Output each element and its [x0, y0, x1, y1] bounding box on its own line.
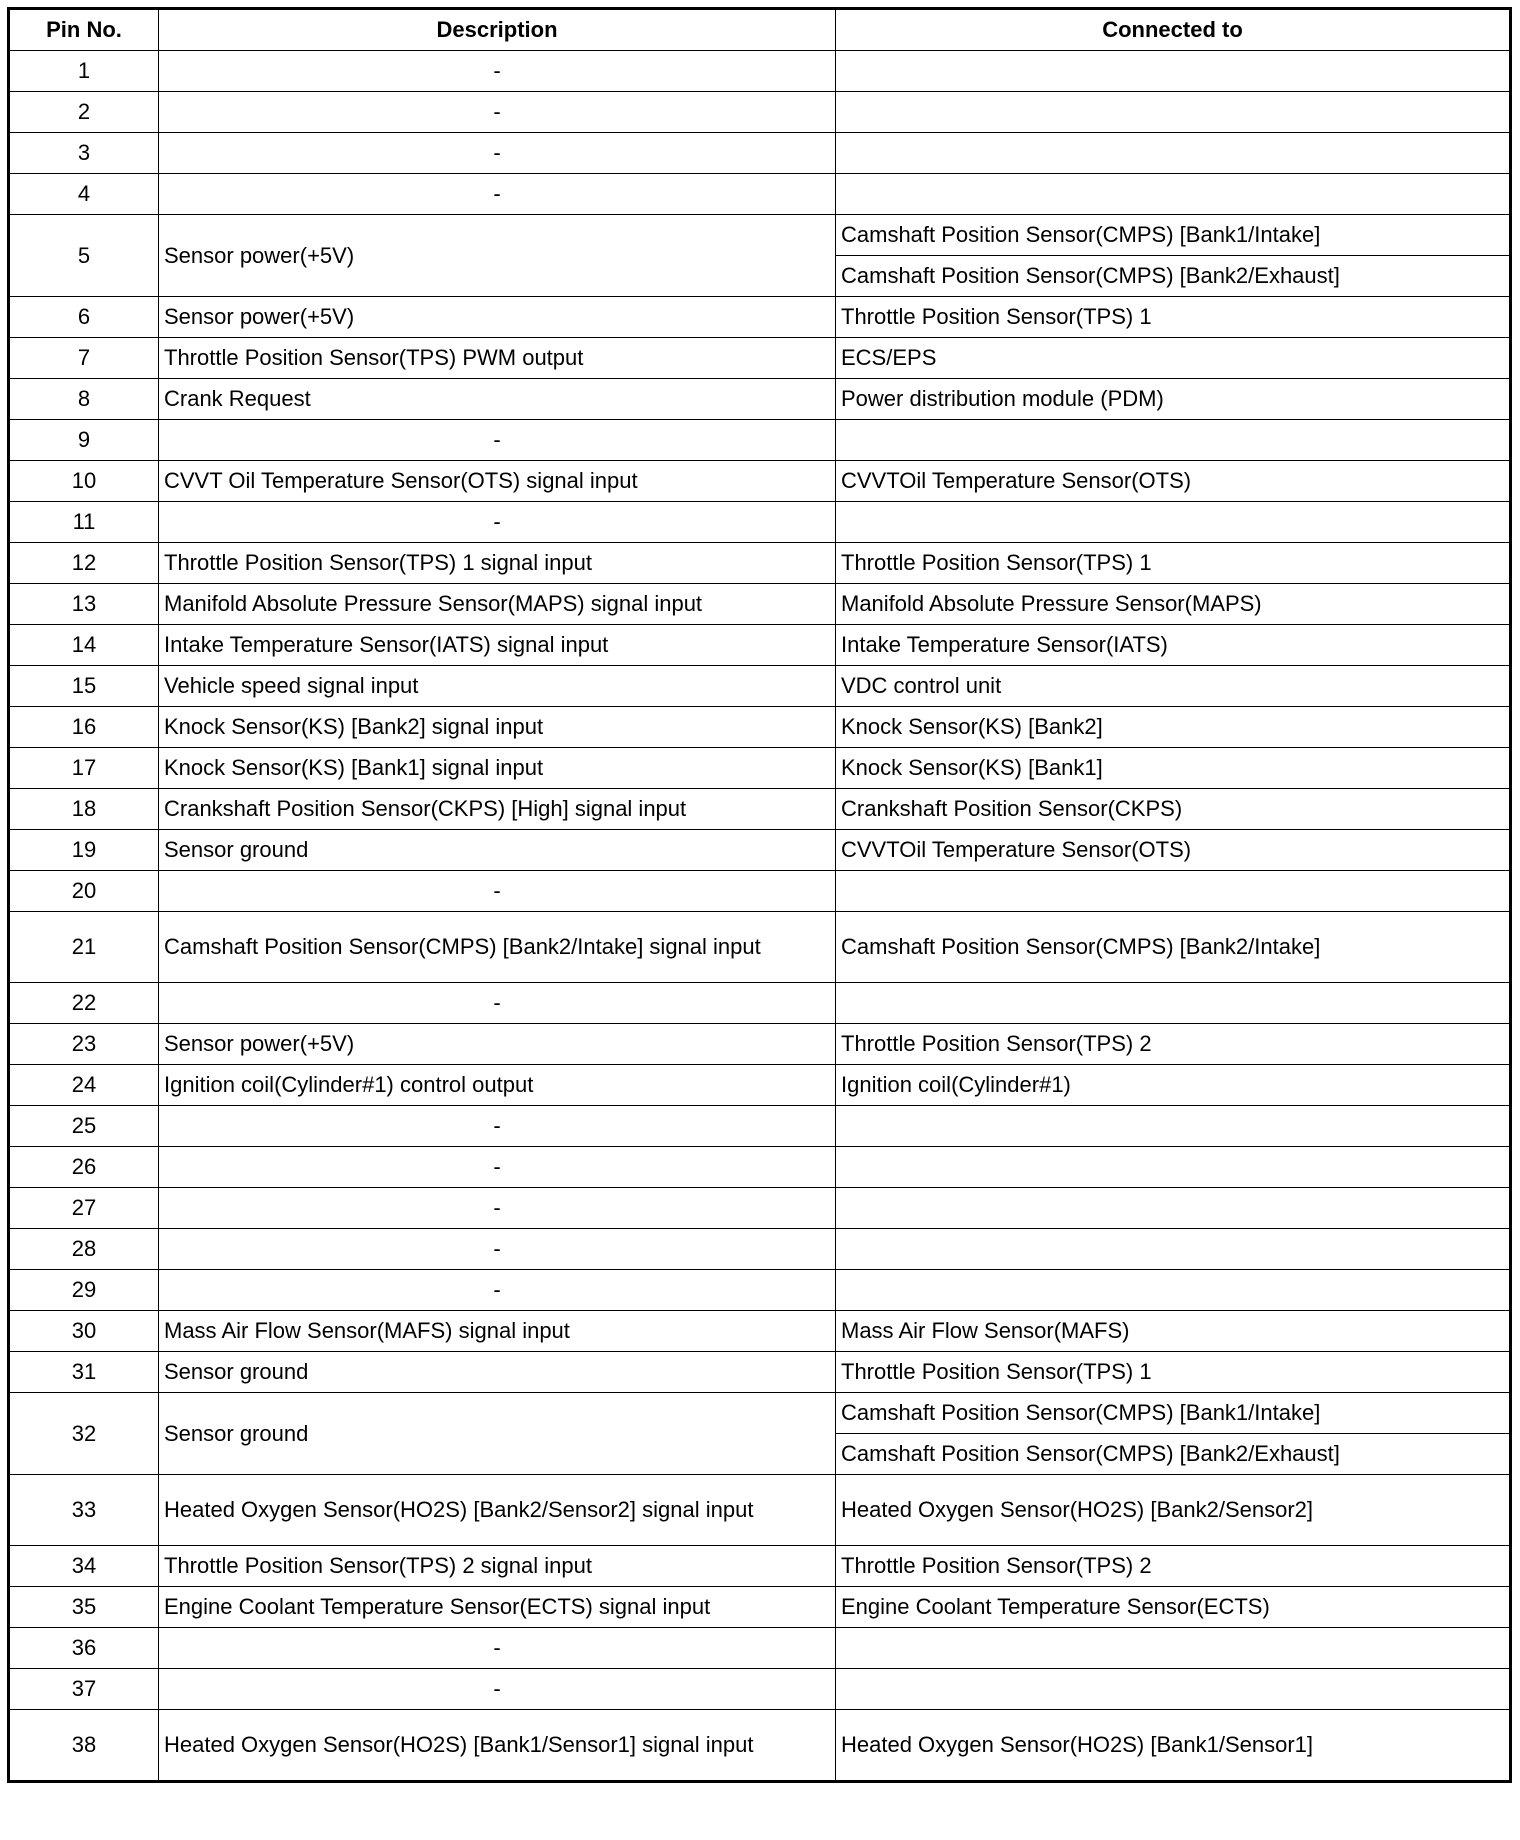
pin-cell: 18 — [9, 789, 159, 830]
table-row — [9, 1065, 1511, 1106]
description-cell: - — [159, 1106, 836, 1147]
connected-cell: Knock Sensor(KS) [Bank2] — [836, 707, 1511, 748]
description-cell: Knock Sensor(KS) [Bank1] signal input — [159, 748, 836, 789]
table-row — [9, 1669, 1511, 1710]
pin-cell: 37 — [9, 1669, 159, 1710]
table-row — [9, 625, 1511, 666]
connected-cell: Manifold Absolute Pressure Sensor(MAPS) — [836, 584, 1511, 625]
pin-cell: 21 — [9, 912, 159, 983]
pin-cell: 4 — [9, 174, 159, 215]
pin-cell: 28 — [9, 1229, 159, 1270]
table-row — [9, 983, 1511, 1024]
description-cell: Sensor ground — [159, 830, 836, 871]
connected-cell: Throttle Position Sensor(TPS) 1 — [836, 297, 1511, 338]
pin-cell: 6 — [9, 297, 159, 338]
pin-cell: 31 — [9, 1352, 159, 1393]
connected-cell — [836, 1628, 1511, 1669]
connected-cell: Throttle Position Sensor(TPS) 2 — [836, 1546, 1511, 1587]
connected-cell — [836, 502, 1511, 543]
table-row — [9, 1024, 1511, 1065]
table-row — [9, 748, 1511, 789]
pin-cell: 16 — [9, 707, 159, 748]
table-row — [9, 174, 1511, 215]
table-row — [9, 666, 1511, 707]
pin-cell: 7 — [9, 338, 159, 379]
connected-cell — [836, 133, 1511, 174]
connected-cell: Camshaft Position Sensor(CMPS) [Bank1/Intake] — [836, 1393, 1511, 1434]
connected-cell: CVVTOil Temperature Sensor(OTS) — [836, 830, 1511, 871]
pin-cell: 8 — [9, 379, 159, 420]
table-row — [9, 297, 1511, 338]
table-row — [9, 871, 1511, 912]
table-row — [9, 1628, 1511, 1669]
connected-cell: Engine Coolant Temperature Sensor(ECTS) — [836, 1587, 1511, 1628]
description-cell: Throttle Position Sensor(TPS) 1 signal input — [159, 543, 836, 584]
connected-cell: Ignition coil(Cylinder#1) — [836, 1065, 1511, 1106]
connected-cell: Crankshaft Position Sensor(CKPS) — [836, 789, 1511, 830]
table-row — [9, 338, 1511, 379]
pin-cell: 35 — [9, 1587, 159, 1628]
description-cell: - — [159, 1229, 836, 1270]
pin-cell: 5 — [9, 215, 159, 297]
pin-cell: 29 — [9, 1270, 159, 1311]
table-row — [9, 1188, 1511, 1229]
table-row — [9, 1311, 1511, 1352]
header-row — [9, 9, 1511, 51]
header-connected: Connected to — [836, 9, 1511, 51]
connected-cell — [836, 1106, 1511, 1147]
pin-cell: 36 — [9, 1628, 159, 1669]
connected-cell: Mass Air Flow Sensor(MAFS) — [836, 1311, 1511, 1352]
description-cell: - — [159, 174, 836, 215]
connected-cell: Camshaft Position Sensor(CMPS) [Bank1/Intake] — [836, 215, 1511, 256]
connected-cell: Camshaft Position Sensor(CMPS) [Bank2/Intake] — [836, 912, 1511, 983]
pin-cell: 34 — [9, 1546, 159, 1587]
description-cell: Throttle Position Sensor(TPS) 2 signal input — [159, 1546, 836, 1587]
connected-cell: Throttle Position Sensor(TPS) 1 — [836, 1352, 1511, 1393]
table-row — [9, 707, 1511, 748]
table-row — [9, 1393, 1511, 1434]
connected-cell: Camshaft Position Sensor(CMPS) [Bank2/Exhaust] — [836, 1434, 1511, 1475]
table-row — [9, 1229, 1511, 1270]
pin-cell: 19 — [9, 830, 159, 871]
description-cell: Camshaft Position Sensor(CMPS) [Bank2/Intake] signal input — [159, 912, 836, 983]
description-cell: Heated Oxygen Sensor(HO2S) [Bank2/Sensor2] signal input — [159, 1475, 836, 1546]
pin-cell: 38 — [9, 1710, 159, 1782]
connected-cell: Power distribution module (PDM) — [836, 379, 1511, 420]
table-row — [9, 1270, 1511, 1311]
pin-cell: 26 — [9, 1147, 159, 1188]
pin-cell: 32 — [9, 1393, 159, 1475]
table-row — [9, 1106, 1511, 1147]
connected-cell: Knock Sensor(KS) [Bank1] — [836, 748, 1511, 789]
connected-cell — [836, 51, 1511, 92]
table-row — [9, 789, 1511, 830]
table-row — [9, 379, 1511, 420]
table-row — [9, 830, 1511, 871]
description-cell: Throttle Position Sensor(TPS) PWM output — [159, 338, 836, 379]
connected-cell — [836, 983, 1511, 1024]
pin-cell: 15 — [9, 666, 159, 707]
pin-cell: 30 — [9, 1311, 159, 1352]
connected-cell: ECS/EPS — [836, 338, 1511, 379]
description-cell: - — [159, 1270, 836, 1311]
pin-cell: 23 — [9, 1024, 159, 1065]
connected-cell: Throttle Position Sensor(TPS) 2 — [836, 1024, 1511, 1065]
description-cell: Crank Request — [159, 379, 836, 420]
description-cell: - — [159, 51, 836, 92]
pin-table — [7, 7, 1512, 1783]
connected-cell: Heated Oxygen Sensor(HO2S) [Bank2/Sensor2] — [836, 1475, 1511, 1546]
description-cell: Heated Oxygen Sensor(HO2S) [Bank1/Sensor1] signal input — [159, 1710, 836, 1782]
description-cell: - — [159, 1188, 836, 1229]
pin-cell: 10 — [9, 461, 159, 502]
description-cell: Crankshaft Position Sensor(CKPS) [High] signal input — [159, 789, 836, 830]
connected-cell: Intake Temperature Sensor(IATS) — [836, 625, 1511, 666]
connected-cell — [836, 1188, 1511, 1229]
pin-cell: 25 — [9, 1106, 159, 1147]
description-cell: Sensor power(+5V) — [159, 297, 836, 338]
connected-cell: Throttle Position Sensor(TPS) 1 — [836, 543, 1511, 584]
table-row — [9, 584, 1511, 625]
description-cell: Sensor ground — [159, 1352, 836, 1393]
connected-cell — [836, 92, 1511, 133]
table-row — [9, 1546, 1511, 1587]
description-cell: - — [159, 1669, 836, 1710]
description-cell: Sensor power(+5V) — [159, 1024, 836, 1065]
description-cell: Manifold Absolute Pressure Sensor(MAPS) signal input — [159, 584, 836, 625]
connected-cell: VDC control unit — [836, 666, 1511, 707]
pin-cell: 33 — [9, 1475, 159, 1546]
pin-cell: 13 — [9, 584, 159, 625]
connected-cell: Camshaft Position Sensor(CMPS) [Bank2/Exhaust] — [836, 256, 1511, 297]
description-cell: - — [159, 133, 836, 174]
description-cell: Intake Temperature Sensor(IATS) signal input — [159, 625, 836, 666]
description-cell: Mass Air Flow Sensor(MAFS) signal input — [159, 1311, 836, 1352]
description-cell: Knock Sensor(KS) [Bank2] signal input — [159, 707, 836, 748]
description-cell: Ignition coil(Cylinder#1) control output — [159, 1065, 836, 1106]
table-row — [9, 420, 1511, 461]
pin-cell: 24 — [9, 1065, 159, 1106]
description-cell: Vehicle speed signal input — [159, 666, 836, 707]
connected-cell — [836, 1270, 1511, 1311]
table-row — [9, 1352, 1511, 1393]
description-cell: - — [159, 871, 836, 912]
table-row — [9, 912, 1511, 983]
table-row — [9, 502, 1511, 543]
table-row — [9, 215, 1511, 256]
connected-cell: Heated Oxygen Sensor(HO2S) [Bank1/Sensor1] — [836, 1710, 1511, 1782]
description-cell: - — [159, 420, 836, 461]
header-description: Description — [159, 9, 836, 51]
table-row — [9, 92, 1511, 133]
description-cell: Engine Coolant Temperature Sensor(ECTS) signal input — [159, 1587, 836, 1628]
table-row — [9, 51, 1511, 92]
pin-cell: 1 — [9, 51, 159, 92]
pin-cell: 22 — [9, 983, 159, 1024]
description-cell: - — [159, 502, 836, 543]
connected-cell — [836, 1229, 1511, 1270]
pin-cell: 9 — [9, 420, 159, 461]
pin-cell: 11 — [9, 502, 159, 543]
table-row — [9, 1587, 1511, 1628]
description-cell: Sensor power(+5V) — [159, 215, 836, 297]
description-cell: - — [159, 92, 836, 133]
connected-cell — [836, 420, 1511, 461]
description-cell: CVVT Oil Temperature Sensor(OTS) signal input — [159, 461, 836, 502]
connected-cell — [836, 1669, 1511, 1710]
pin-cell: 12 — [9, 543, 159, 584]
pin-cell: 27 — [9, 1188, 159, 1229]
pin-cell: 2 — [9, 92, 159, 133]
description-cell: Sensor ground — [159, 1393, 836, 1475]
table-row — [9, 1710, 1511, 1782]
connected-cell — [836, 871, 1511, 912]
connected-cell — [836, 174, 1511, 215]
connected-cell: CVVTOil Temperature Sensor(OTS) — [836, 461, 1511, 502]
header-pin: Pin No. — [9, 9, 159, 51]
pin-cell: 20 — [9, 871, 159, 912]
table-row — [9, 1147, 1511, 1188]
table-row — [9, 1475, 1511, 1546]
table-row — [9, 133, 1511, 174]
pin-cell: 17 — [9, 748, 159, 789]
description-cell: - — [159, 983, 836, 1024]
table-row — [9, 461, 1511, 502]
connected-cell — [836, 1147, 1511, 1188]
description-cell: - — [159, 1147, 836, 1188]
table-row — [9, 543, 1511, 584]
description-cell: - — [159, 1628, 836, 1669]
pin-cell: 14 — [9, 625, 159, 666]
pin-cell: 3 — [9, 133, 159, 174]
